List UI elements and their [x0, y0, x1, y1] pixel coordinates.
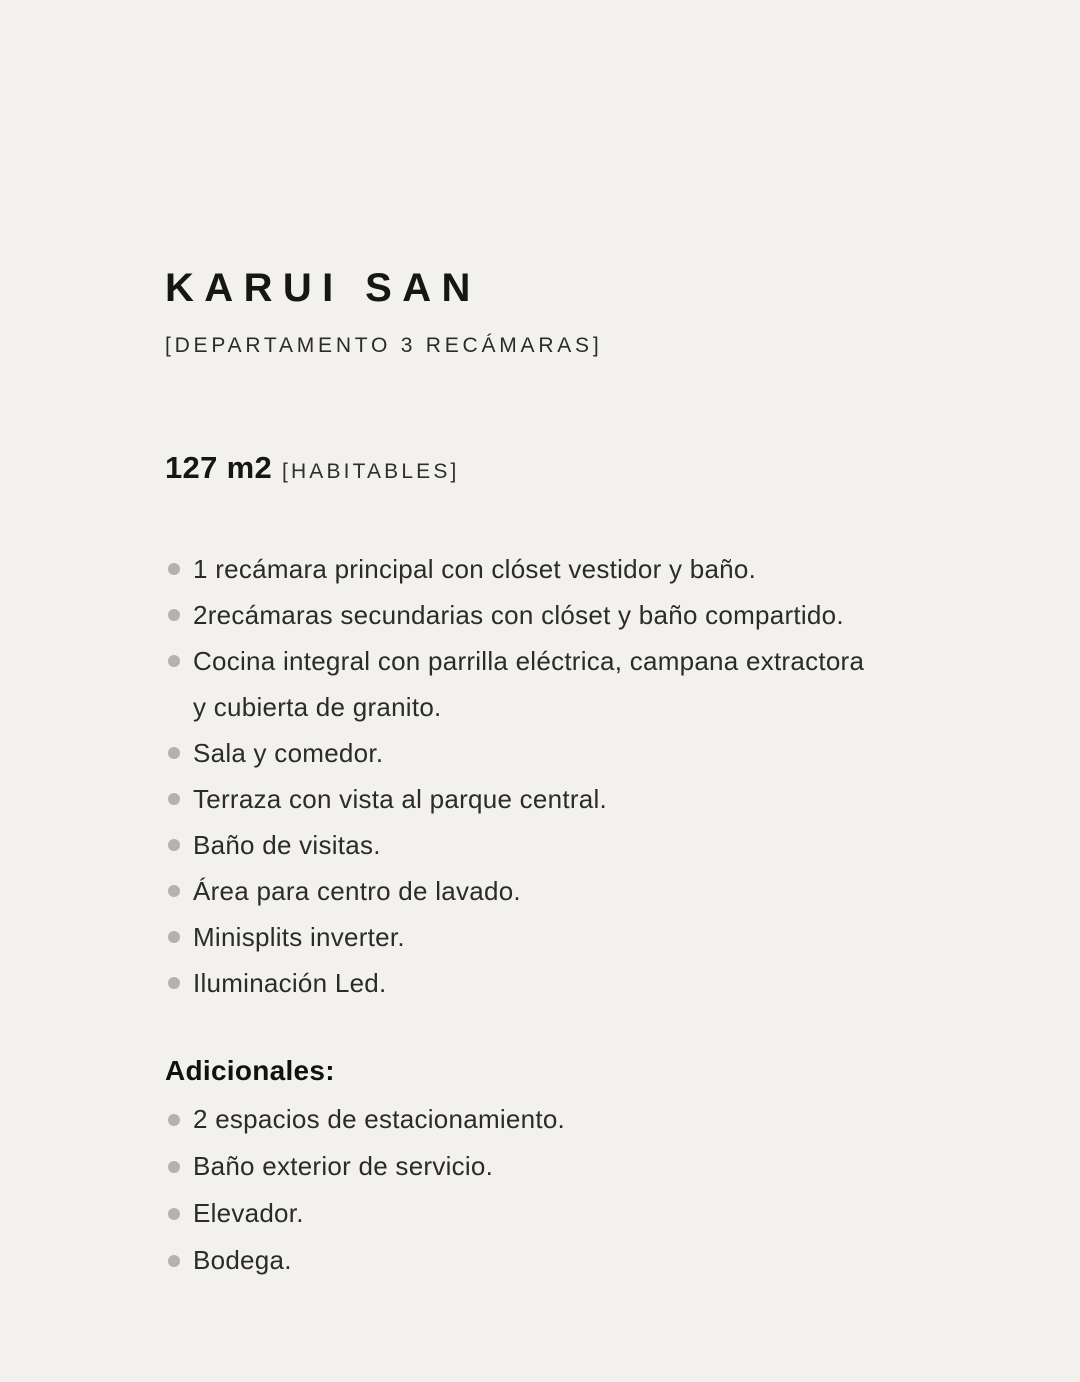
area-value: 127 m2	[165, 450, 272, 485]
feature-list-item: Iluminación Led.	[165, 960, 877, 1006]
page-subtitle: [DEPARTAMENTO 3 RECÁMARAS]	[165, 334, 603, 357]
page-title: KARUI SAN	[165, 266, 481, 310]
feature-list-item: Sala y comedor.	[165, 730, 877, 776]
feature-list-item: Terraza con vista al parque central.	[165, 776, 877, 822]
additional-list-item: 2 espacios de estacionamiento.	[165, 1096, 877, 1143]
feature-list-item: Cocina integral con parrilla eléctrica, campana extractora y cubierta de granito.	[165, 638, 877, 730]
additional-list	[165, 1096, 877, 1284]
feature-list-item: Minisplits inverter.	[165, 914, 877, 960]
feature-list-item: Área para centro de lavado.	[165, 868, 877, 914]
additional-heading: Adicionales:	[165, 1055, 335, 1086]
additional-list-item: Bodega.	[165, 1237, 877, 1284]
additional-list-item: Baño exterior de servicio.	[165, 1143, 877, 1190]
area-label: [HABITABLES]	[282, 460, 460, 483]
feature-list	[165, 546, 877, 1006]
feature-list-item: 2recámaras secundarias con clóset y baño compartido.	[165, 592, 877, 638]
area-row	[165, 450, 960, 486]
feature-list-item: Baño de visitas.	[165, 822, 877, 868]
additional-list-item: Elevador.	[165, 1190, 877, 1237]
feature-list-item: 1 recámara principal con clóset vestidor y baño.	[165, 546, 877, 592]
